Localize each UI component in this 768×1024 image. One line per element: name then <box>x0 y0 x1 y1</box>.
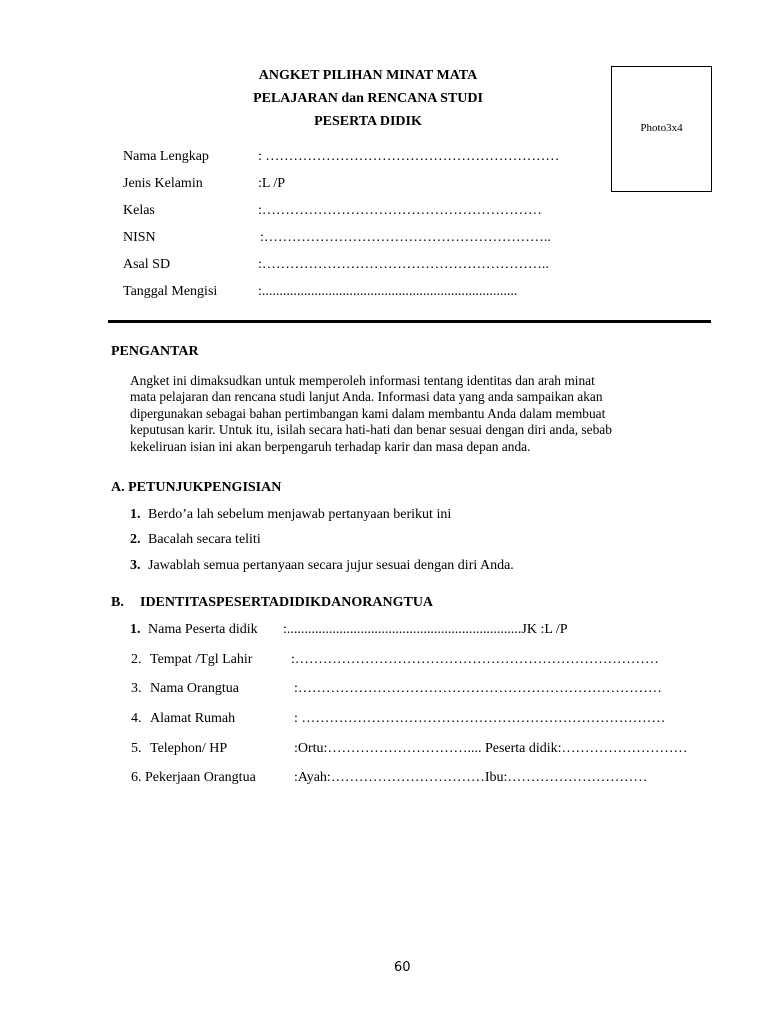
section-b-item-number: 4. <box>131 711 142 726</box>
section-b-item-label: Nama Orangtua <box>150 681 240 696</box>
section-b-item-number: 2. <box>131 652 142 667</box>
section-b-item-number: 3. <box>131 681 142 696</box>
section-b-item-label: Telephon/ HP <box>150 741 228 756</box>
field-label-asal-sd: Asal SD <box>123 257 171 272</box>
field-value-asal-sd[interactable]: :…………………………………………………….. <box>258 257 549 272</box>
field-value-kelas[interactable]: :…………………………………………………… <box>258 203 542 218</box>
section-b-item-value[interactable]: :...................................................................JK :L /P <box>283 622 568 637</box>
section-b-item-value[interactable]: :…………………………………………………………………… <box>294 681 662 696</box>
section-a-item-number: 1. <box>130 507 141 522</box>
pengantar-line: keputusan karir. Untuk itu, isilah secara hati-hati dan benar sesuai dengan diri anda, sebab <box>130 422 612 438</box>
section-b-item-label: Pekerjaan Orangtua <box>145 770 256 785</box>
pengantar-heading: PENGANTAR <box>111 344 199 359</box>
section-a-item-text: Berdo’a lah sebelum menjawab pertanyaan berikut ini <box>148 507 452 522</box>
field-label-nisn: NISN <box>123 230 156 245</box>
pengantar-line: Angket ini dimaksudkan untuk memperoleh informasi tentang identitas dan arah minat <box>130 373 595 388</box>
field-value-nisn[interactable]: :…………………………………………………….. <box>260 230 551 245</box>
section-b-item-value[interactable]: :Ortu:………………………….... Peserta didik:……………………… <box>294 741 688 756</box>
pengantar-paragraph <box>130 373 679 455</box>
page-number: 60 <box>394 960 411 975</box>
pengantar-line: mata pelajaran dan rencana studi lanjut Anda. Informasi data yang anda sampaikan akan <box>130 389 603 405</box>
title-line-3: PESERTA DIDIK <box>314 114 422 129</box>
section-b-item-number: 5. <box>131 741 142 756</box>
field-value-tanggal-mengisi[interactable]: :......................................................................... <box>258 284 518 299</box>
title-line-1: ANGKET PILIHAN MINAT MATA <box>258 68 478 83</box>
field-value-jenis-kelamin[interactable]: :L /P <box>258 176 286 191</box>
photo-label: Photo3x4 <box>640 122 683 134</box>
section-b-item-label: Nama Peserta didik <box>148 622 258 637</box>
field-value-nama-lengkap[interactable]: : ……………………………………………………… <box>258 149 560 164</box>
pengantar-line: kekeliruan isian ini akan berpengaruh terhadap karir dan masa depan anda. <box>130 438 531 454</box>
section-b-number: B. <box>111 595 124 610</box>
section-a-item-text: Jawablah semua pertanyaan secara jujur sesuai dengan diri Anda. <box>148 558 514 573</box>
section-divider <box>108 320 711 323</box>
section-b-item-label: Alamat Rumah <box>150 711 236 726</box>
section-b-item-number: 1. <box>130 622 141 637</box>
section-b-item-value[interactable]: : …………………………………………………………………… <box>294 711 666 726</box>
section-b-item-label: Tempat /Tgl Lahir <box>150 652 253 667</box>
section-a-item-number: 2. <box>130 532 141 547</box>
field-label-tanggal-mengisi: Tanggal Mengisi <box>123 284 218 299</box>
field-label-nama-lengkap: Nama Lengkap <box>123 149 209 164</box>
section-b-heading: IDENTITASPESERTADIDIKDANORANGTUA <box>140 595 434 610</box>
pengantar-line: dipergunakan sebagai bahan pertimbangan kami dalam membantu Anda dalam membuat <box>130 405 606 421</box>
section-b-item-value[interactable]: :Ayah:……………………………Ibu:………………………… <box>294 770 648 785</box>
title-line-2: PELAJARAN dan RENCANA STUDI <box>253 91 483 106</box>
section-b-item-value[interactable]: :…………………………………………………………………… <box>291 652 659 667</box>
photo-placeholder <box>611 66 712 192</box>
section-b-item-number: 6. <box>131 770 142 785</box>
section-a-item-text: Bacalah secara teliti <box>148 532 261 547</box>
section-a-item-number: 3. <box>130 558 141 573</box>
field-label-kelas: Kelas <box>123 203 155 218</box>
section-a-heading: A. PETUNJUKPENGISIAN <box>111 480 282 495</box>
field-label-jenis-kelamin: Jenis Kelamin <box>123 176 203 191</box>
